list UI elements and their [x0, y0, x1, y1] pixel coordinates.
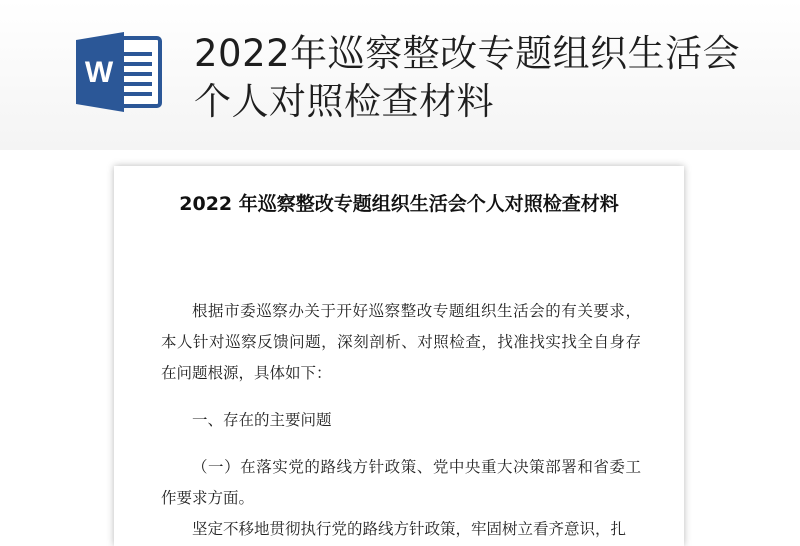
document-page — [114, 166, 684, 546]
paragraph-intro: 根据市委巡察办关于开好巡察整改专题组织生活会的有关要求，本人针对巡察反馈问题，深刻剖析、对照检查，找准找实找全自身存在问题根源，具体如下： — [161, 302, 641, 382]
page-title: 2022年巡察整改专题组织生活会个人对照检查材料 — [194, 32, 741, 123]
header-banner — [0, 0, 800, 150]
document-title: 2022 年巡察整改专题组织生活会个人对照检查材料 — [179, 193, 619, 215]
section-heading: 一、存在的主要问题 — [192, 411, 332, 429]
word-document-icon — [74, 30, 166, 114]
document-body — [161, 296, 641, 545]
word-icon-letter: W — [84, 56, 114, 89]
paragraph-body: 坚定不移地贯彻执行党的路线方针政策，牢固树立看齐意识，扎 — [192, 520, 627, 538]
subsection-heading: （一）在落实党的路线方针政策、党中央重大决策部署和省委工作要求方面。 — [161, 458, 641, 507]
